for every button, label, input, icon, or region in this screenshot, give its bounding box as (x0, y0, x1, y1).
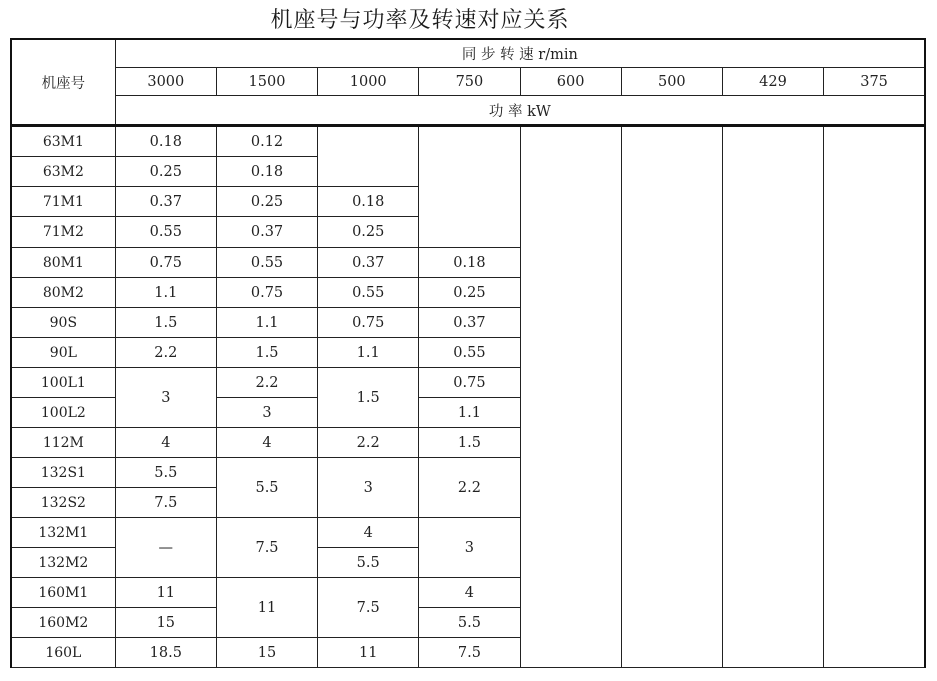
power-cell: 0.18 (419, 248, 520, 278)
model-cell: 63M1 (11, 126, 115, 157)
power-cell: 7.5 (216, 518, 317, 578)
model-cell: 80M1 (11, 248, 115, 278)
power-cell: 11 (318, 638, 419, 668)
power-cell: 0.18 (318, 187, 419, 217)
model-cell: 112M (11, 428, 115, 458)
power-cell: 7.5 (115, 488, 216, 518)
power-cell: 2.2 (318, 428, 419, 458)
power-cell: 0.55 (115, 217, 216, 248)
speed-header-600: 600 (520, 68, 621, 96)
power-cell: 5.5 (216, 458, 317, 518)
power-cell: 1.5 (419, 428, 520, 458)
model-cell: 63M2 (11, 157, 115, 187)
power-unit-header: 功 率 kW (115, 96, 925, 126)
synchronous-speed-header: 同 步 转 速 r/min (115, 39, 925, 68)
power-cell: 4 (216, 428, 317, 458)
power-cell: 1.1 (216, 308, 317, 338)
power-cell: 0.37 (115, 187, 216, 217)
frame-power-speed-table (10, 38, 926, 668)
table-title: 机座号与功率及转速对应关系 (270, 8, 570, 33)
power-cell: 1.5 (115, 308, 216, 338)
speed-header-429: 429 (722, 68, 823, 96)
power-cell: 0.18 (115, 126, 216, 157)
power-cell: 1.1 (115, 278, 216, 308)
power-cell: 0.12 (216, 126, 317, 157)
power-cell: 0.75 (419, 368, 520, 398)
power-cell: 0.25 (419, 278, 520, 308)
power-cell: 1.5 (318, 368, 419, 428)
speed-header-750: 750 (419, 68, 520, 96)
power-cell: 0.75 (216, 278, 317, 308)
power-cell: 18.5 (115, 638, 216, 668)
power-cell: 0.37 (419, 308, 520, 338)
model-cell: 71M2 (11, 217, 115, 248)
model-cell: 132S2 (11, 488, 115, 518)
model-cell: 90L (11, 338, 115, 368)
power-cell: 7.5 (419, 638, 520, 668)
power-cell: 2.2 (216, 368, 317, 398)
power-cell: 2.2 (419, 458, 520, 518)
empty-column-600 (520, 126, 621, 668)
model-cell: 90S (11, 308, 115, 338)
power-cell: 0.55 (318, 278, 419, 308)
power-cell: 1.5 (216, 338, 317, 368)
model-cell: 132S1 (11, 458, 115, 488)
power-cell: 5.5 (419, 608, 520, 638)
power-cell: 3 (419, 518, 520, 578)
power-cell: 7.5 (318, 578, 419, 638)
power-cell: 3 (115, 368, 216, 428)
power-cell: 15 (216, 638, 317, 668)
empty-column-500 (621, 126, 722, 668)
model-cell: 160M2 (11, 608, 115, 638)
model-cell: 100L1 (11, 368, 115, 398)
empty-column-429 (722, 126, 823, 668)
speed-header-500: 500 (621, 68, 722, 96)
power-cell: 0.25 (318, 217, 419, 248)
model-cell: 160M1 (11, 578, 115, 608)
model-cell: 100L2 (11, 398, 115, 428)
model-cell: 71M1 (11, 187, 115, 217)
power-cell: 0.55 (216, 248, 317, 278)
power-cell: 5.5 (115, 458, 216, 488)
speed-header-1000: 1000 (318, 68, 419, 96)
speed-header-1500: 1500 (216, 68, 317, 96)
speed-header-3000: 3000 (115, 68, 216, 96)
model-cell: 132M2 (11, 548, 115, 578)
power-cell: 2.2 (115, 338, 216, 368)
power-cell: 0.37 (318, 248, 419, 278)
power-cell: 3 (216, 398, 317, 428)
power-cell: 11 (115, 578, 216, 608)
power-cell: 0.37 (216, 217, 317, 248)
power-cell: 1.1 (318, 338, 419, 368)
power-cell: 0.25 (115, 157, 216, 187)
power-cell: 1.1 (419, 398, 520, 428)
power-cell: 5.5 (318, 548, 419, 578)
speed-header-375: 375 (824, 68, 925, 96)
model-cell: 80M2 (11, 278, 115, 308)
frame-number-header: 机座号 (11, 39, 115, 126)
empty-cell (318, 126, 419, 187)
power-cell: 0.55 (419, 338, 520, 368)
power-cell: 15 (115, 608, 216, 638)
model-cell: 160L (11, 638, 115, 668)
power-cell-dash: — (115, 518, 216, 578)
power-cell: 3 (318, 458, 419, 518)
power-cell: 0.75 (115, 248, 216, 278)
power-cell: 0.25 (216, 187, 317, 217)
model-cell: 132M1 (11, 518, 115, 548)
power-cell: 4 (419, 578, 520, 608)
power-cell: 0.18 (216, 157, 317, 187)
power-cell: 0.75 (318, 308, 419, 338)
empty-column-375 (824, 126, 925, 668)
power-cell: 4 (115, 428, 216, 458)
power-cell: 4 (318, 518, 419, 548)
empty-cell (419, 126, 520, 248)
power-cell: 11 (216, 578, 317, 638)
